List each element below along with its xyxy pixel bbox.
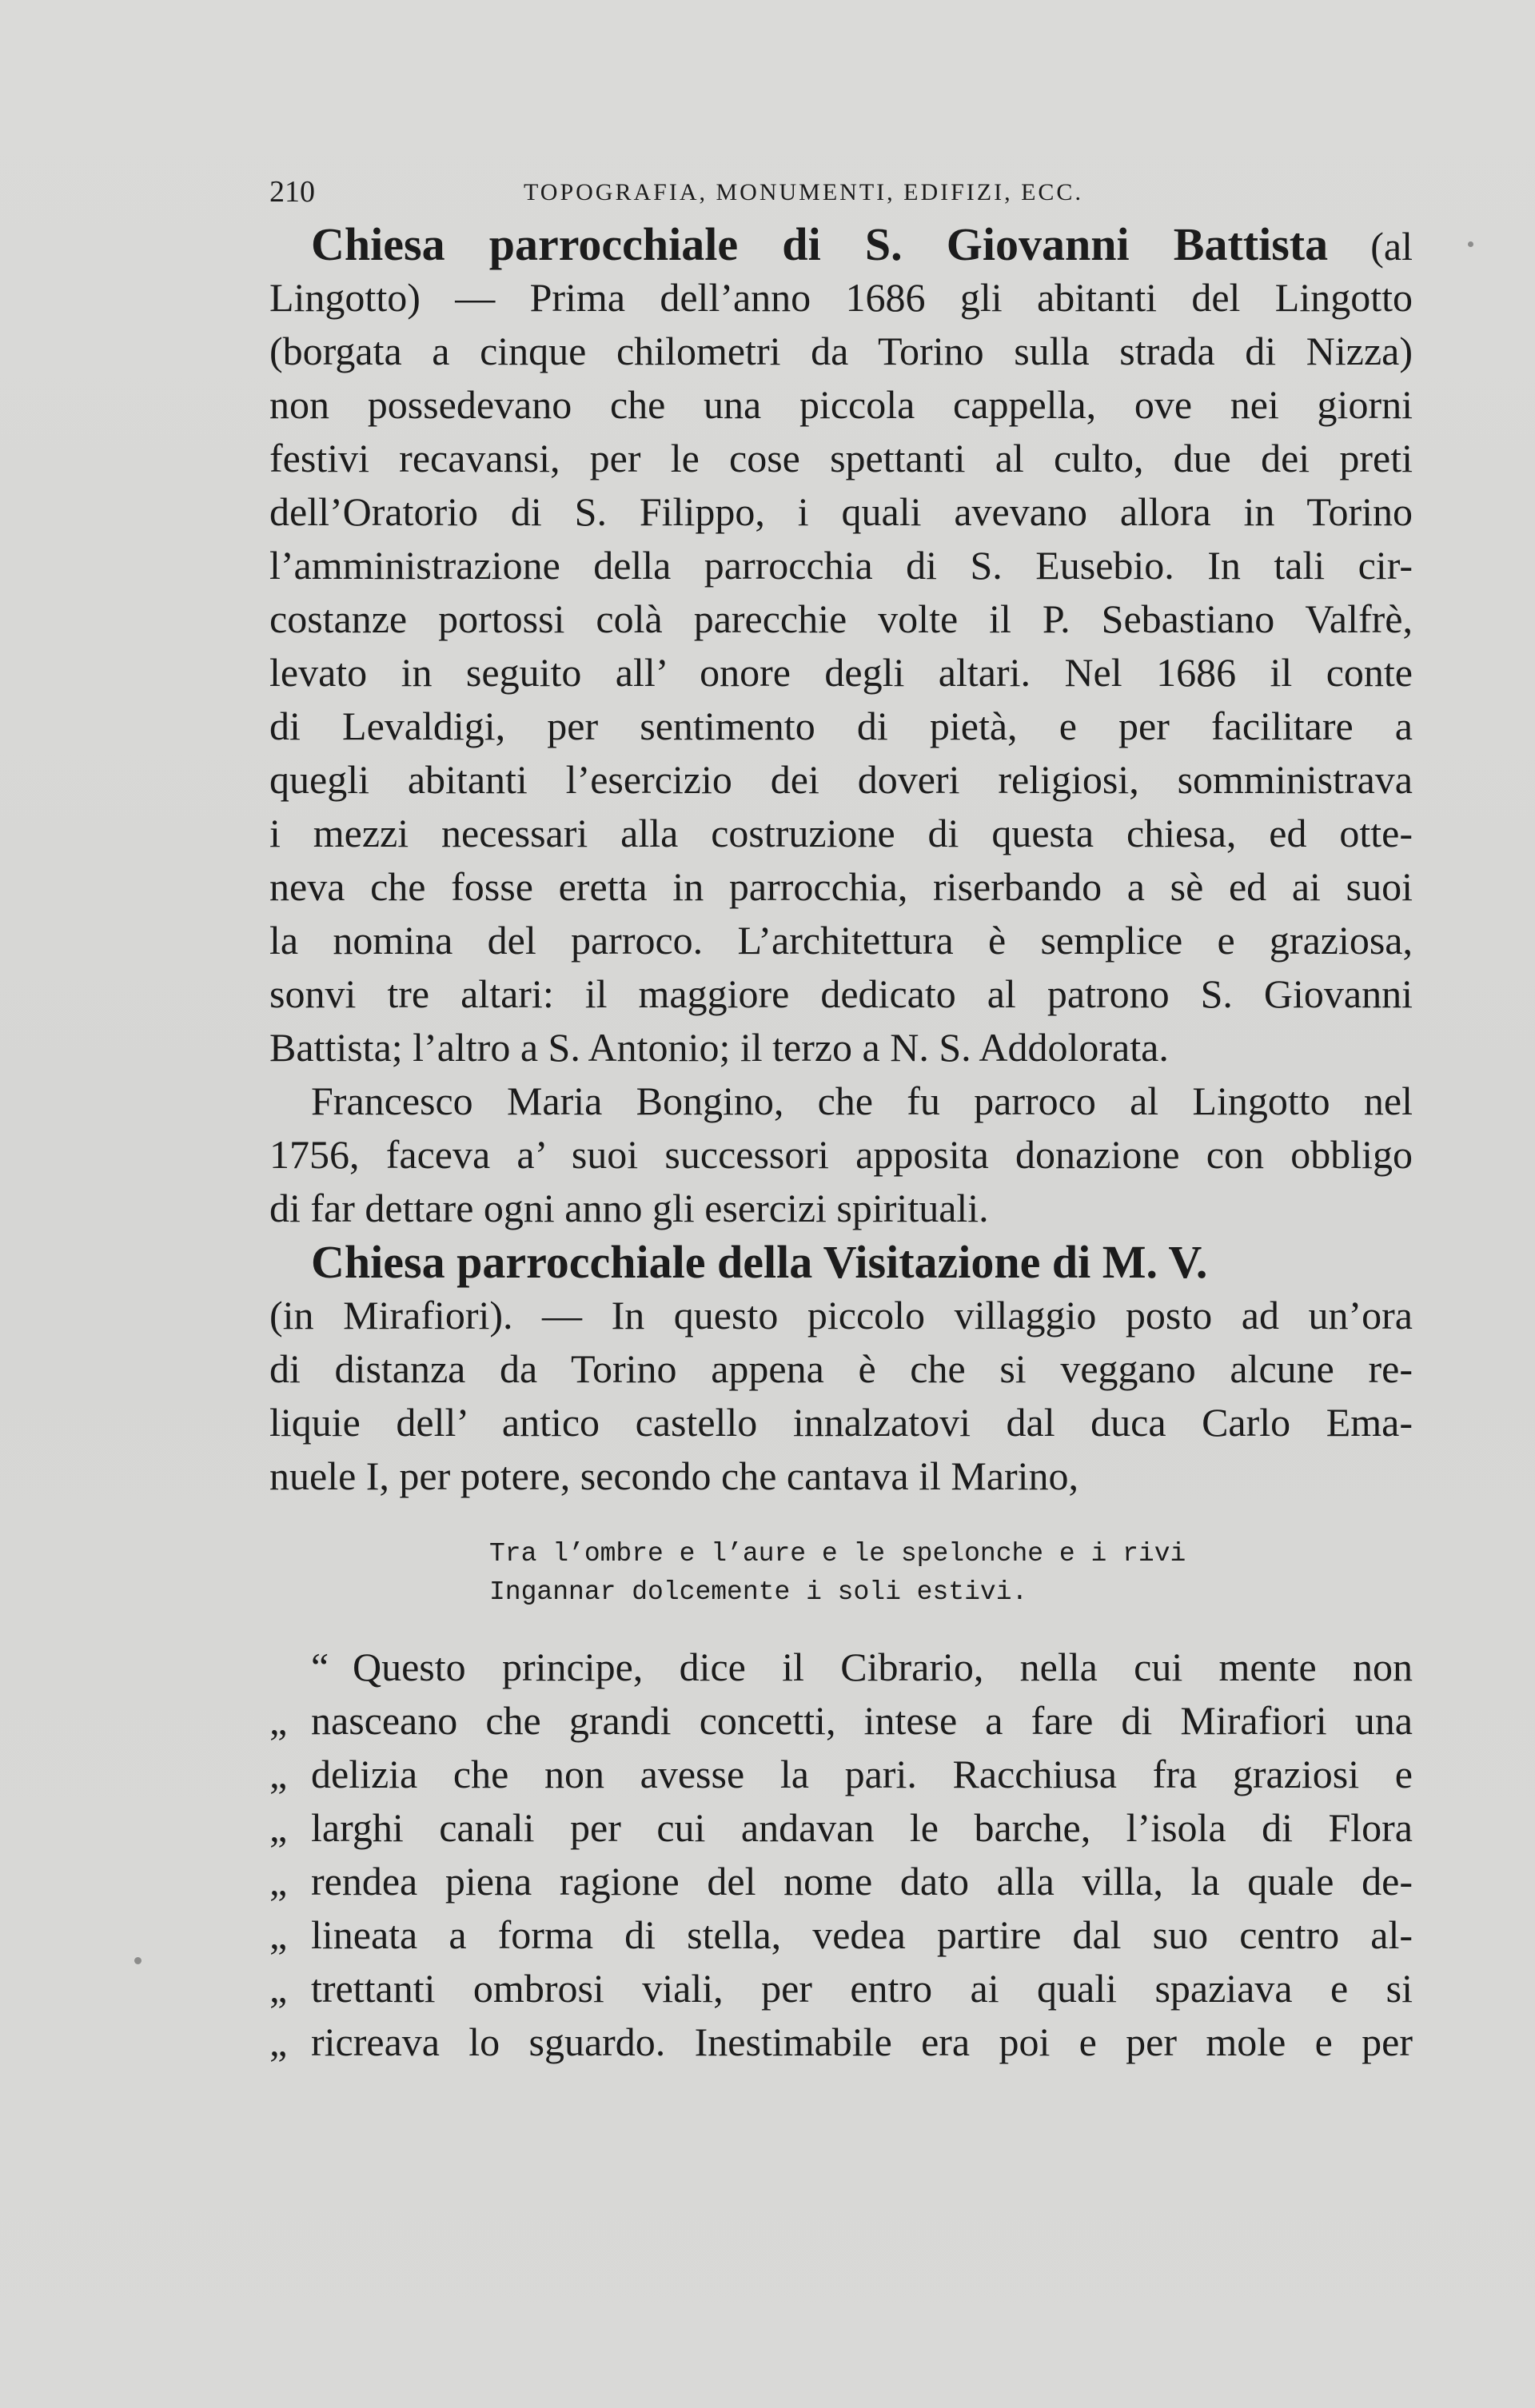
quote-mark: „ [269,1752,288,1796]
quote-mark: „ [269,1966,288,2011]
ink-speck [134,1957,142,1964]
section-heading-line [269,217,1413,271]
quote-text: larghi canali per cui andavan le barche, l’isola di Flora [311,1805,1413,1850]
quote-line [269,1801,1413,1855]
text-line: di distanza da Torino appena è che si veggano alcune re- [269,1346,1413,1391]
text-line: (borgata a cinque chilometri da Torino sulla strada di Nizza) [269,329,1413,373]
text-line: 1756, faceva a’ suoi successori apposita donazione con obbligo [269,1132,1413,1177]
quote-line [269,1694,1413,1748]
text-line: la nomina del parroco. L’architettura è semplice e graziosa, [269,918,1413,963]
text-line: Lingotto) — Prima dell’anno 1686 gli abitanti del Lingotto [269,275,1413,320]
quote-mark: „ [269,1859,288,1904]
quote-text: trettanti ombrosi viali, per entro ai quali spaziava e si [311,1966,1413,2011]
text-line: costanze portossi colà parecchie volte il P. Sebastiano Valfrè, [269,596,1413,641]
text-line: non possedevano che una piccola cappella, ove nei giorni [269,382,1413,427]
quote-line [269,1855,1413,1908]
section-visitazione [269,1235,1413,1503]
text-line: Francesco Maria Bongino, che fu parroco al Lingotto nel [311,1078,1413,1123]
quote-line [269,2015,1413,2069]
quote-line [269,1908,1413,1962]
quote-mark: „ [269,1912,288,1957]
section-san-giovanni [269,217,1413,1235]
quote-text: nasceano che grandi concetti, intese a fare di Mirafiori una [311,1698,1413,1743]
text-line: festivi recavansi, per le cose spettanti al culto, due dei preti [269,436,1413,480]
section-heading-line [269,1235,1413,1289]
quote-mark: “ [311,1645,329,1689]
section-heading: Chiesa parrocchiale di S. Giovanni Battista [311,218,1329,270]
heading-suffix: (al [1328,224,1413,269]
text-line: Battista; l’altro a S. Antonio; il terzo a N. S. Addolorata. [269,1025,1169,1070]
verse-line: Tra l’ombre e l’aure e le spelonche e i rivi [489,1539,1186,1569]
quote-mark: „ [269,1698,288,1743]
quote-text: rendea piena ragione del nome dato alla villa, la quale de- [311,1859,1413,1904]
quote-line [269,1641,1413,1694]
text-line: dell’Oratorio di S. Filippo, i quali avevano allora in Torino [269,489,1413,534]
verse-quotation [489,1535,1413,1612]
text-line: l’amministrazione della parrocchia di S. Eusebio. In tali cir- [269,543,1413,588]
running-head [269,168,1413,217]
quote-text: delizia che non avesse la pari. Racchiusa fra graziosi e [311,1752,1413,1796]
text-line: di Levaldigi, per sentimento di pietà, e per facilitare a [269,704,1413,748]
text-line: quegli abitanti l’esercizio dei doveri religiosi, somministrava [269,757,1413,802]
quote-text: Questo principe, dice il Cibrario, nella cui mente non [353,1645,1413,1689]
cibrario-quotation [269,1641,1413,2069]
text-line: levato in seguito all’ onore degli altari. Nel 1686 il conte [269,650,1413,695]
verse-line: Ingannar dolcemente i soli estivi. [489,1577,1028,1607]
section-heading: Chiesa parrocchiale della Visitazione di M. V. [311,1236,1208,1288]
text-column [269,168,1413,2069]
quote-mark: „ [269,2019,288,2064]
ink-speck [1468,241,1473,247]
text-line: liquie dell’ antico castello innalzatovi dal duca Carlo Ema- [269,1400,1413,1445]
text-line: di far dettare ogni anno gli esercizi spirituali. [269,1186,989,1230]
quote-mark: „ [269,1805,288,1850]
text-line: neva che fosse eretta in parrocchia, riserbando a sè ed ai suoi [269,864,1413,909]
quote-text: lineata a forma di stella, vedea partire dal suo centro al- [311,1912,1413,1957]
quote-line [269,1748,1413,1801]
text-line: sonvi tre altari: il maggiore dedicato al patrono S. Giovanni [269,971,1413,1016]
page-number: 210 [269,175,315,209]
quote-text: ricreava lo sguardo. Inestimabile era poi e per mole e per [311,2019,1413,2064]
text-line: nuele I, per potere, secondo che cantava il Marino, [269,1453,1079,1498]
quote-line [269,1962,1413,2015]
text-line: i mezzi necessari alla costruzione di questa chiesa, ed otte- [269,811,1413,855]
text-line: (in Mirafiori). — In questo piccolo villaggio posto ad un’ora [269,1293,1413,1338]
running-title: TOPOGRAFIA, MONUMENTI, EDIFIZI, ECC. [524,179,1083,205]
